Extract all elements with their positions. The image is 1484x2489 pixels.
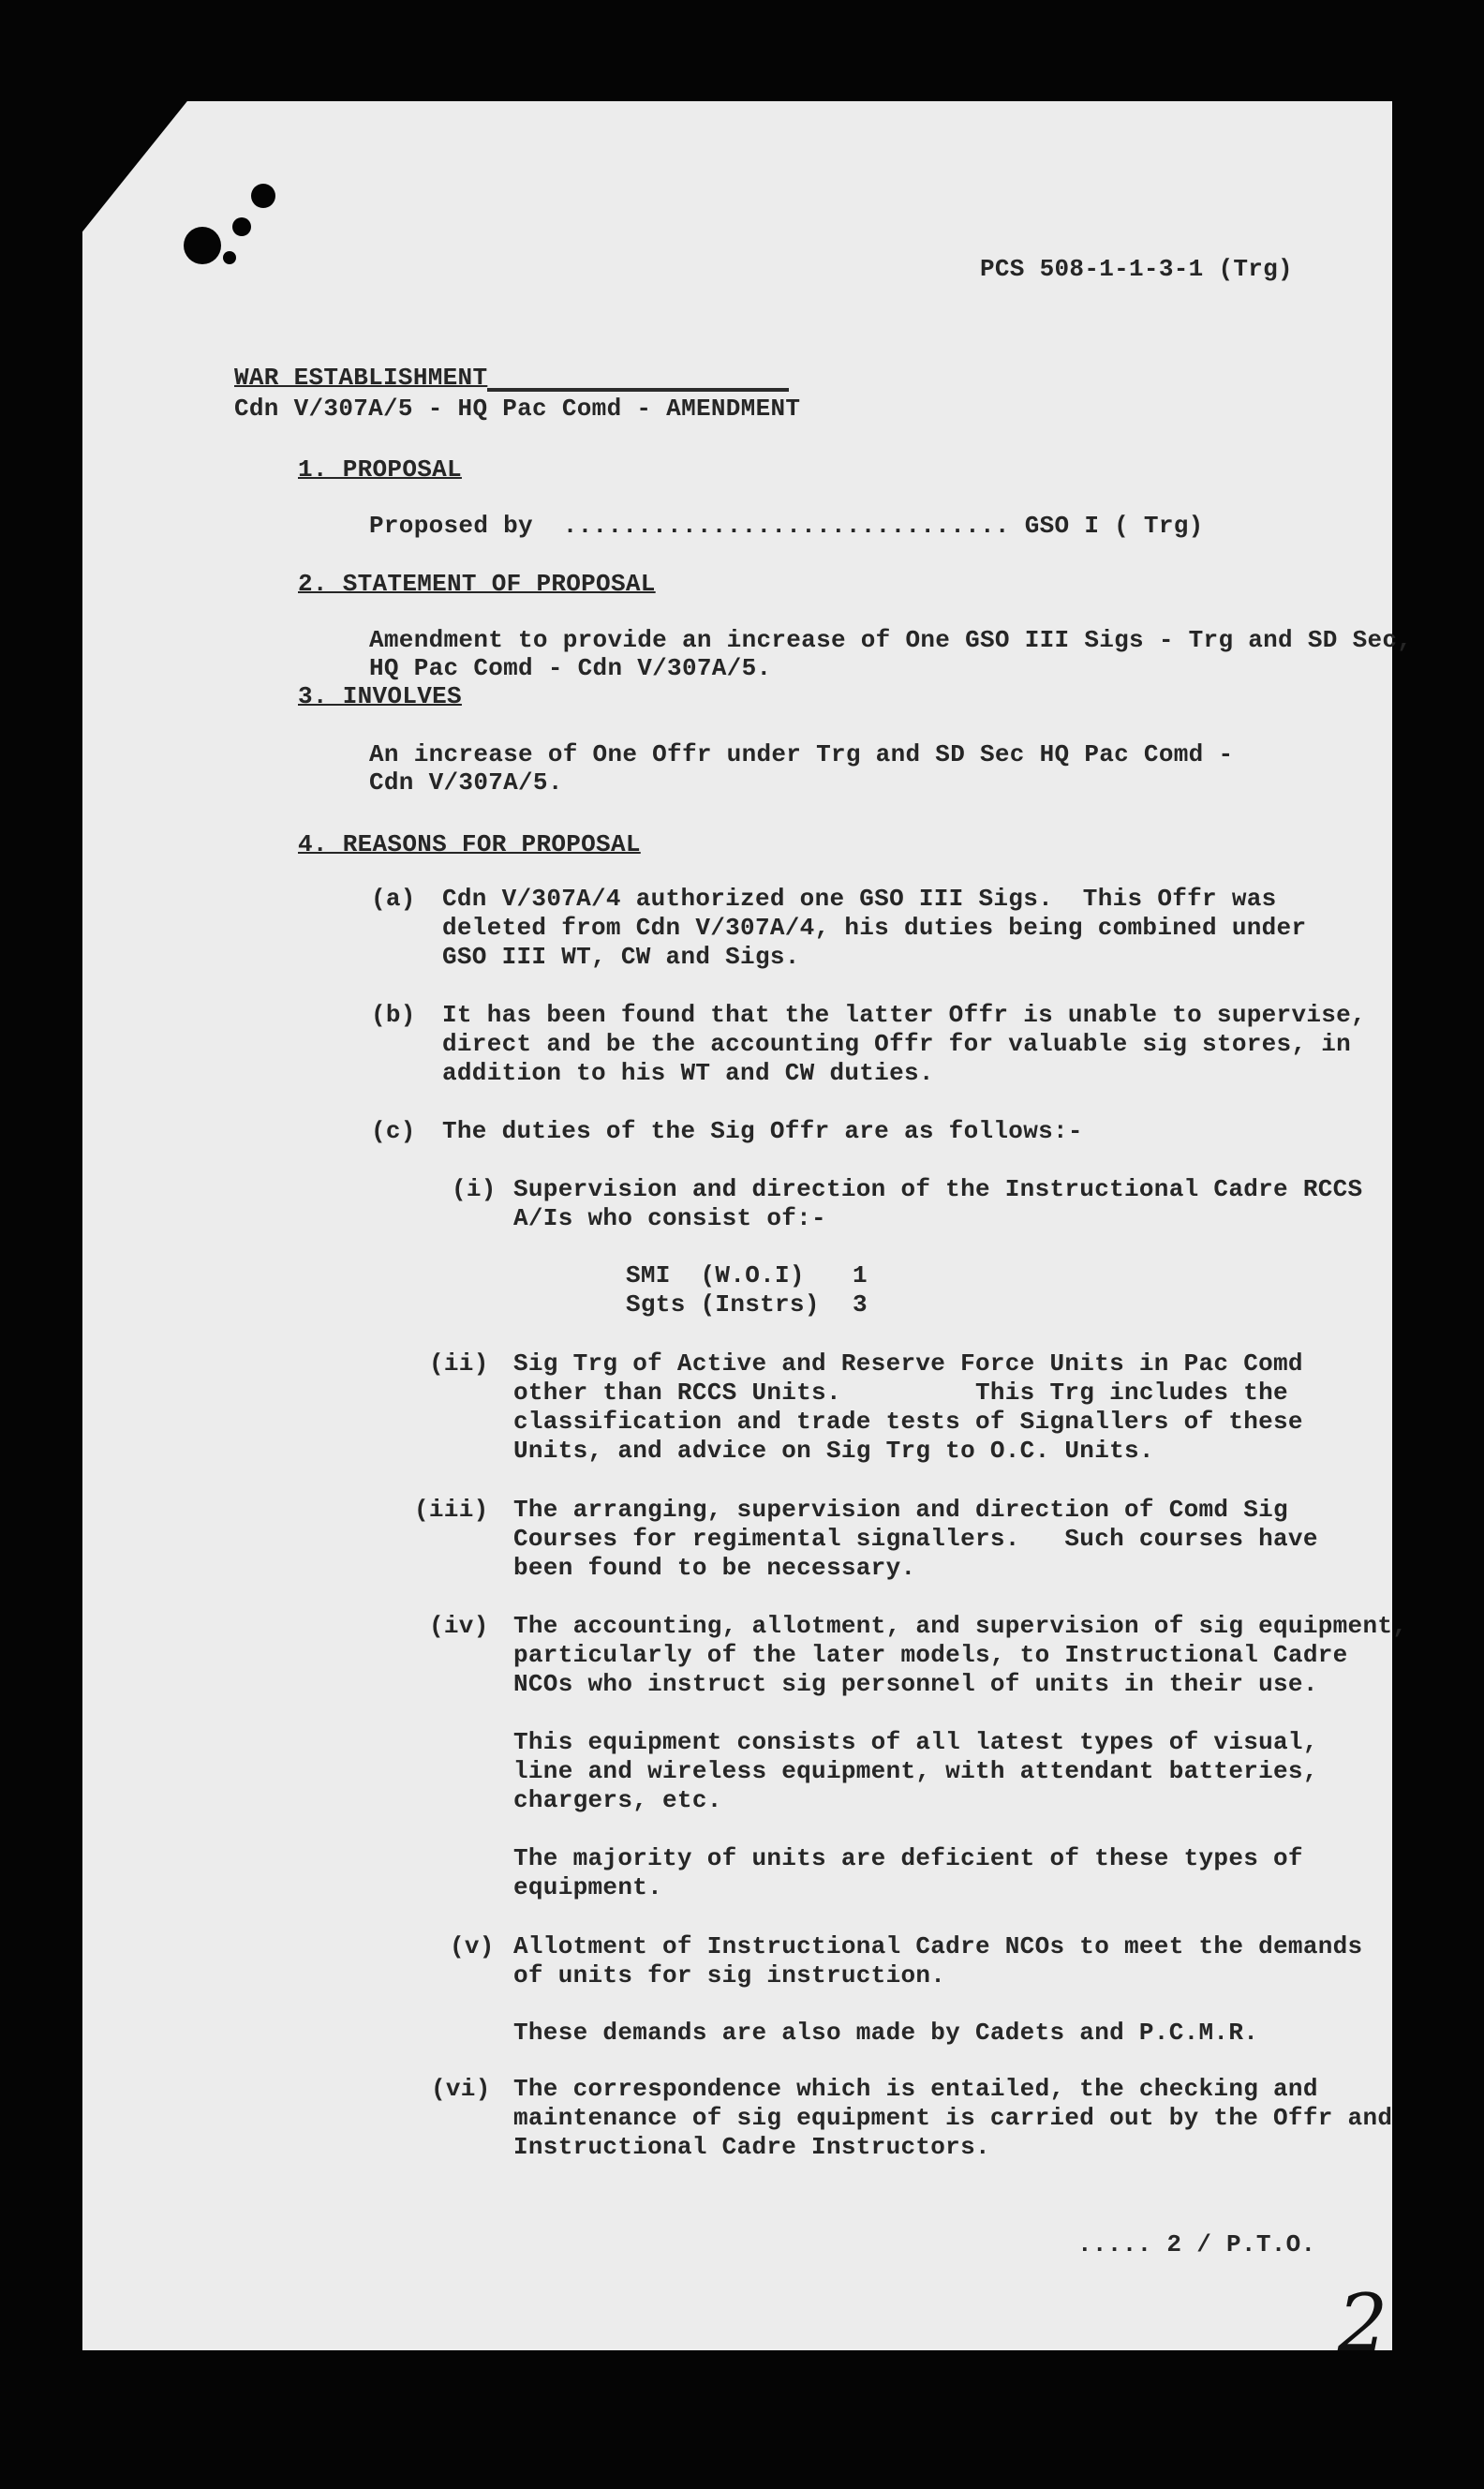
item-iv-line: The accounting, allotment, and supervision of sig equipment, (513, 1612, 1408, 1640)
para-b-line: direct and be the accounting Offr for valuable sig stores, in (442, 1030, 1352, 1058)
item-iv-para-2: This equipment consists of all latest types of visual, (513, 1728, 1318, 1756)
item-vi-line: maintenance of sig equipment is carried out by the Offr and (513, 2104, 1393, 2132)
punch-hole (223, 251, 236, 264)
item-v-line: of units for sig instruction. (513, 1961, 946, 1990)
item-ii-line: Units, and advice on Sig Trg to O.C. Units. (513, 1437, 1154, 1465)
section-2-line-2: HQ Pac Comd - Cdn V/307A/5. (369, 654, 772, 682)
item-v-para-2: These demands are also made by Cadets and P.C.M.R. (513, 2019, 1259, 2047)
item-iii-line: been found to be necessary. (513, 1554, 916, 1582)
cadre-rank: Sgts (Instrs) (626, 1290, 820, 1319)
section-3-line-2: Cdn V/307A/5. (369, 768, 563, 797)
page-footer: ..... 2 / P.T.O. (1077, 2230, 1316, 2258)
section-2-heading: 2. STATEMENT OF PROPOSAL (298, 570, 656, 598)
section-1-heading: 1. PROPOSAL (298, 455, 462, 484)
para-c-marker: (c) (371, 1117, 416, 1145)
para-b-line: addition to his WT and CW duties. (442, 1059, 934, 1087)
punch-hole (184, 227, 221, 264)
item-v-marker: (v) (450, 1932, 495, 1960)
punch-hole (232, 217, 251, 236)
item-ii-line: classification and trade tests of Signallers of these (513, 1408, 1303, 1436)
para-a-line: deleted from Cdn V/307A/4, his duties being combined under (442, 914, 1307, 942)
item-iv-line: particularly of the later models, to Instructional Cadre (513, 1641, 1348, 1669)
title-rule (487, 388, 789, 392)
para-a-line: Cdn V/307A/4 authorized one GSO III Sigs. This Offr was (442, 885, 1277, 913)
section-1-text: Proposed by .............................. GSO I ( Trg) (369, 512, 1204, 540)
cadre-rank: SMI (W.O.I) (626, 1261, 805, 1289)
file-reference: PCS 508-1-1-3-1 (Trg) (980, 255, 1293, 283)
item-iii-marker: (iii) (414, 1496, 489, 1524)
section-3-line-1: An increase of One Offr under Trg and SD Sec HQ Pac Comd - (369, 740, 1234, 768)
handwritten-page-number: 2 (1338, 2277, 1388, 2369)
item-ii-line: Sig Trg of Active and Reserve Force Units in Pac Comd (513, 1349, 1303, 1378)
item-ii-marker: (ii) (429, 1349, 489, 1378)
para-b-line: It has been found that the latter Offr is unable to supervise, (442, 1001, 1366, 1029)
item-iv-para-3: The majority of units are deficient of these types of (513, 1844, 1303, 1872)
para-b-marker: (b) (371, 1001, 416, 1029)
item-vi-line: Instructional Cadre Instructors. (513, 2133, 990, 2161)
item-i-line: Supervision and direction of the Instructional Cadre RCCS (513, 1175, 1363, 1203)
para-a-line: GSO III WT, CW and Sigs. (442, 943, 800, 971)
item-iv-line: NCOs who instruct sig personnel of units in their use. (513, 1670, 1318, 1698)
item-v-line: Allotment of Instructional Cadre NCOs to meet the demands (513, 1932, 1363, 1960)
title-line-2: Cdn V/307A/5 - HQ Pac Comd - AMENDMENT (234, 395, 801, 423)
item-iv-para-2: line and wireless equipment, with attendant batteries, (513, 1757, 1318, 1785)
item-vi-line: The correspondence which is entailed, the checking and (513, 2075, 1318, 2103)
item-iv-marker: (iv) (429, 1612, 489, 1640)
section-3-heading: 3. INVOLVES (298, 682, 462, 710)
item-iii-line: The arranging, supervision and direction of Comd Sig (513, 1496, 1288, 1524)
cadre-count: 3 (853, 1290, 868, 1319)
item-ii-line: other than RCCS Units. This Trg includes the (513, 1379, 1288, 1407)
item-vi-marker: (vi) (431, 2075, 491, 2103)
item-i-marker: (i) (452, 1175, 497, 1203)
item-iv-para-2: chargers, etc. (513, 1786, 722, 1814)
cadre-count: 1 (853, 1261, 868, 1289)
para-c-line: The duties of the Sig Offr are as follows:- (442, 1117, 1083, 1145)
item-i-line: A/Is who consist of:- (513, 1204, 826, 1232)
para-a-marker: (a) (371, 885, 416, 913)
punch-hole (251, 184, 275, 208)
item-iii-line: Courses for regimental signallers. Such courses have (513, 1525, 1318, 1553)
title-line-1: WAR ESTABLISHMENT (234, 364, 488, 392)
section-4-heading: 4. REASONS FOR PROPOSAL (298, 830, 641, 858)
item-iv-para-3: equipment. (513, 1873, 663, 1901)
section-2-line-1: Amendment to provide an increase of One GSO III Sigs - Trg and SD Sec, (369, 626, 1413, 654)
